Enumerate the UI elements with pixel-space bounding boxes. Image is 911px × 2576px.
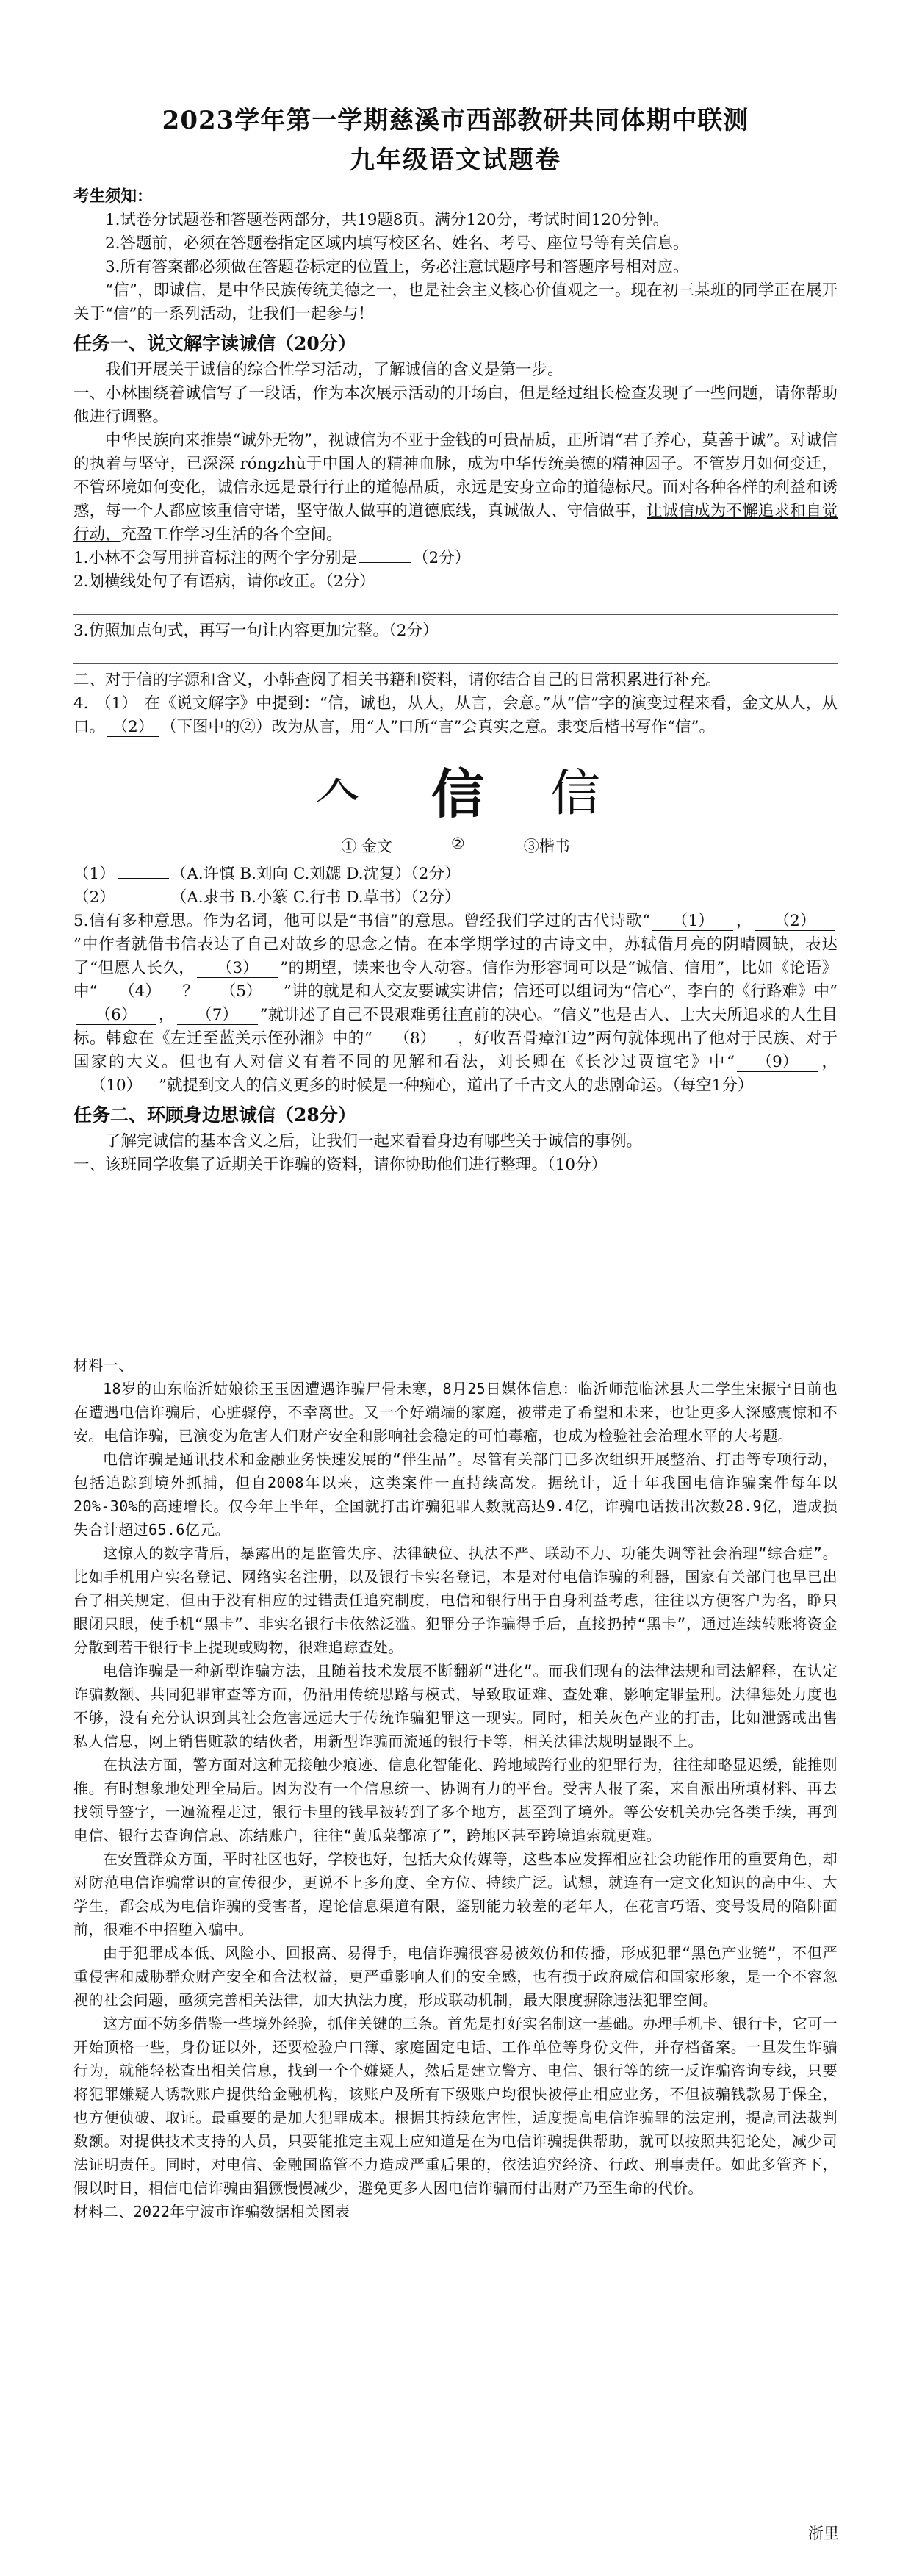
glyph-label: ① 金文 (341, 838, 392, 855)
answer-blank (359, 562, 411, 563)
answer-blank: （3） (197, 960, 278, 978)
bronze-script-glyph: 𠆢 (314, 763, 361, 826)
answer-line (73, 646, 838, 664)
q5-text: ”就讲述了自己不畏艰难勇往直前的决心。“信义”也是古人、士大夫所追求的人生目标。韩愈在《左迁至蓝关示侄孙湘》中的“ (73, 1006, 838, 1048)
material-paragraph: 这惊人的数字背后，暴露出的是监管失序、法律缺位、执法不严、联动不力、功能失调等社会治理“综合症”。比如手机用户实名登记、网络实名注册，以及银行卡实名登记，本是对付电信诈骗的利器，国家有关部门也早已出台了相关规定，但由于没有相应的过错责任追究制度，电信和银行出于自身利益考虑，往往以方便客户为名，睁只眼闭只眼，使手机“黑卡”、非实名银行卡依然泛滥。犯罪分子诈骗得手后，直接扔掉“黑卡”，通过连续转账将资金分散到若干银行卡上提现或购物，很难追踪查处。 (73, 1544, 838, 1656)
material-paragraph: 电信诈骗是通讯技术和金融业务快速发展的“伴生品”。尽管有关部门已多次组织开展整治、打击等专项行动，包括追踪到境外抓捕，但自2008年以来，这类案件一直持续高发。据统计，近十年我国电信诈骗案件每年以20%-30%的高速增长。仅今年上半年，全国就打击诈骗犯罪人数就高达9.4亿，诈骗电话拨出次数28.9亿，造成损失合计超过65.6亿元。 (73, 1450, 838, 1539)
intro-paragraph: “信”，即诚信，是中华民族传统美德之一，也是社会主义核心价值观之一。现在初三某班的同学正在展开关于“信”的一系列活动，让我们一起参与！ (73, 281, 838, 323)
question-1-score: （2分） (413, 549, 471, 567)
answer-blank: （6） (76, 1007, 156, 1025)
task1-part1-title: 一、小林围绕着诚信写了一段话，作为本次展示活动的开场白，但是经过组长检查发现了一些问题，请你帮助他进行调整。 (73, 384, 838, 426)
blank-space (73, 1177, 838, 1353)
glyph-labels (73, 835, 838, 857)
material-paragraph: 在执法方面，警方面对这种无接触少痕迹、信息化智能化、跨地域跨行业的犯罪行为，往往却略显迟缓，能推则推。有时想象地处理全局后。因为没有一个信息统一、协调有力的平台。受害人报了案，来自派出所填材料、再去找领导签字，一遍流程走过，银行卡里的钱早被转到了多个地方，甚至到了境外。等公安机关办完各类手续，再到电信、银行去查询信息、冻结账户，往往“黄瓜菜都凉了”，跨地区甚至跨境追索就更难。 (73, 1756, 838, 1844)
material-paragraph: 这方面不妨多借鉴一些境外经验，抓住关键的三条。首先是打好实名制这一基础。办理手机卡、银行卡，它可一开始顶格一些，身份证以外，还要检验户口簿、家庭固定电话、工作单位等身份文件，并存档备案。一旦发生诈骗行为，就能轻松查出相关信息，找到一个个嫌疑人，然后是建立警方、电信、银行等的统一反诈骗咨询专线，只要将犯罪嫌疑人诱款账户提供给金融机构，该账户及所有下级账户均很快被停止相应业务，不但被骗钱款易于保全，也方便侦破、取证。最重要的是加大犯罪成本。根据其持续危害性，适度提高电信诈骗罪的法定刑，提高司法裁判数额。对提供技术支持的人员，只要能推定主观上应知道是在为电信诈骗提供帮助，就可以按照共犯论处，减少司法证明责任。同时，对电信、金融国监管不力造成严重后果的，依法追究经济、行政、刑事责任。如此多管齐下，假以时日，相信电信诈骗由猖獗慢慢减少，避免更多人因电信诈骗而付出财产乃至生命的代价。 (73, 2015, 838, 2197)
q5-text: ，好收吾骨瘴江边”两句就体现出了他对于民族、对于国家的大义。但也有人对信义有着不同的见解和看法，刘长卿在《长沙过贾谊宅》中“ (73, 1029, 838, 1071)
q4-number: 4. (73, 694, 89, 713)
q4-1-options: （A.许慎 B.刘向 C.刘勰 D.沈复）（2分） (170, 865, 461, 883)
material-paragraph: 18岁的山东临沂姑娘徐玉玉因遭遇诈骗尸骨未寒，8月25日媒体信息：临沂师范临沭县大二学生宋振宁日前也在遭遇电信诈骗后，心脏骤停，不幸离世。又一个好端端的家庭，被带走了希望和未来，也让更多人深感震惊和不安。电信诈骗，已演变为危害人们财产安全和影响社会稳定的可怕毒瘤，也成为检验社会治理水平的大考题。 (73, 1380, 838, 1444)
notice-heading: 考生须知： (73, 187, 153, 206)
q4-2-options: （A.隶书 B.小篆 C.行书 D.草书）（2分） (170, 888, 461, 907)
glyph-label: ② (450, 835, 465, 852)
answer-blank: （1） (652, 913, 733, 931)
material1-title: 材料一、 (73, 1356, 134, 1374)
material-paragraph: 电信诈骗是一种新型诈骗方法，且随着技术发展不断翻新“进化”。而我们现有的法律法规和司法解释，在认定诈骗数额、共同犯罪审查等方面，仍沿用传统思路与模式，导致取证难、查处难，影响定罪量刑。法律惩处力度也不够，没有充分认识到其社会危害远远大于传统诈骗犯罪这一现实。同时，相关灰色产业的打击，比如泄露或出售私人信息，网上销售赃款的结伙者，用新型诈骗而流通的银行卡等，相关法律法规明显跟不上。 (73, 1662, 838, 1750)
answer-blank: （2） (755, 913, 835, 931)
material-paragraph: 由于犯罪成本低、风险小、回报高、易得手，电信诈骗很容易被效仿和传播，形成犯罪“黑色产业链”，不但严重侵害和威胁群众财产安全和合法权益，更严重影响人们的安全感，也有损于政府威信和国家形象，是一个不容忽视的社会问题，亟须完善相关法律，加大执法力度，形成联动机制，最大限度摒除违法犯罪空间。 (73, 1944, 838, 2009)
answer-blank: （4） (100, 983, 181, 1001)
notice-item: 1.试卷分试题卷和答题卷两部分，共19题8页。满分120分，考试时间120分钟。 (105, 211, 669, 229)
page-content (73, 103, 838, 2223)
answer-blank: （1） (91, 695, 143, 713)
character-evolution-figure (73, 761, 838, 827)
question-4 (73, 692, 838, 739)
seal-script-glyph: 信 (431, 763, 484, 825)
answer-blank (118, 878, 169, 879)
page-footer: 浙里 (808, 2525, 839, 2542)
question-5: 5.信有多种意思。作为名词，他可以是“书信”的意思。曾经我们学过的古代诗歌“ （1） ， （2）”中作者就借书信表达了自己对故乡的思念之情。在本学期学过的古诗文中，苏轼借月亮的阴晴圆缺，表达了“但愿人长久， （3） ”的期望，读来也令人动容。信作为形容词可以是“诚信、信用”，比如《论语》中“ （4） ？ （5） ”讲的就是和人交友要诚实讲信；信还可以组词为“信心”，李白的《行路难》中“（6） ， （7） ”就讲述了自己不畏艰难勇往直前的决心。“信义”也是古人、士大夫所追求的人生目标。韩愈在《左迁至蓝关示侄孙湘》中的“ （8） ，好收吾骨瘴江边”两句就体现出了他对于民族、对于国家的大义。但也有人对信义有着不同的见解和看法，刘长卿在《长沙过贾谊宅》中“ （9） ，（10） ”就提到文人的信义更多的时候是一种痴心，道出了千古文人的悲剧命运。（每空1分） (73, 912, 838, 1095)
answer-blank: （2） (107, 719, 159, 737)
question-1-text: 1.小林不会写用拼音标注的两个字分别是 (73, 549, 358, 567)
task2-heading: 任务二、环顾身边思诚信（28分） (73, 1104, 356, 1126)
answer-blank: （8） (375, 1030, 455, 1048)
question-3: 3.仿照加点句式，再写一句让内容更加完整。（2分） (73, 622, 439, 640)
notice-item: 2.答题前，必须在答题卷指定区域内填写校区名、姓名、考号、座位号等有关信息。 (105, 234, 689, 253)
answer-blank: （7） (177, 1007, 258, 1025)
task2-part1-title: 一、该班同学收集了近期关于诈骗的资料，请你协助他们进行整理。（10分） (73, 1156, 608, 1174)
passage-end: 充盈工作学习生活的各个空间。 (120, 525, 342, 544)
q4-1-label: （1） (73, 865, 115, 883)
q5-text: 5.信有多种意思。作为名词，他可以是“书信”的意思。曾经我们学过的古代诗歌“ (73, 912, 651, 930)
regular-script-glyph: 信 (550, 765, 601, 823)
notice-item: 3.所有答案都必须做在答题卷标定的位置上，务必注意试题序号和答题序号相对应。 (105, 258, 689, 276)
material2-title: 材料二、2022年宁波市诈骗数据相关图表 (73, 2203, 350, 2220)
material-paragraph: 在安置群众方面，平时社区也好，学校也好，包括大众传媒等，这些本应发挥相应社会功能作用的重要角色，却对防范电信诈骗常识的宣传很少，更说不上多角度、全方位、持续广泛。试想，就连有一定文化知识的高中生、大学生，都会成为电信诈骗的受害者，遑论信息渠道有限，鉴别能力较差的老年人，在花言巧语、变号设局的陷阱面前，很难不中招堕入骗中。 (73, 1850, 838, 1938)
answer-blank: （9） (737, 1054, 818, 1072)
task1-passage (73, 429, 838, 547)
answer-line (73, 597, 838, 615)
task1-lead: 我们开展关于诚信的综合性学习活动，了解诚信的含义是第一步。 (105, 361, 563, 379)
passage-underlined-sentence: 让诚信成为不懈追求和自觉行动， (73, 502, 838, 544)
exam-subtitle: 九年级语文试题卷 (350, 145, 561, 175)
task1-part2-title: 二、对于信的字源和含义，小韩查阅了相关书籍和资料，请你结合自己的日常积累进行补充。 (73, 671, 721, 689)
exam-title: 2023学年第一学期慈溪市西部教研共同体期中联测 (162, 106, 749, 135)
q5-text: ”就提到文人的信义更多的时候是一种痴心，道出了千古文人的悲剧命运。（每空1分） (159, 1076, 754, 1095)
answer-blank: （10） (76, 1077, 156, 1095)
q4-2-label: （2） (73, 888, 115, 907)
q4-text: 在《说文解字》中提到：“信，诚也，从人，从言，会意。”从“信”字的演变过程来看，金文从人，从口。 (73, 694, 838, 736)
question-1 (73, 547, 838, 570)
glyph-label: ③楷书 (523, 838, 570, 855)
notice-block (73, 185, 838, 279)
question-4-2 (73, 886, 838, 910)
task2-lead: 了解完诚信的基本含义之后，让我们一起来看看身边有哪些关于诚信的事例。 (105, 1132, 643, 1151)
q5-text: ”中作者就借书信表达了自己对故乡的思念之情。在本学期学过的古诗文中，苏轼借月亮的阴晴圆缺，表达了“但愿人长久， (73, 935, 838, 977)
passage-text: 中华民族向来推崇“诚外无物”，视诚信为不亚于金钱的可贵品质，正所谓“君子养心，莫善于诚”。对诚信的执着与坚守，已深深 róngzhù于中国人的精神血脉，成为中华传统美德的精神因子。不管岁月如何变迁，不管环境如何变化，诚信永远是景行行止的道德品质，永远是安身立命的道德标尺。面对各种各样的利益和诱惑，每一个人都应该重信守诺，坚守做人做事的道德底线，真诚做人、守信做事， (73, 431, 838, 520)
q4-text-end: （下图中的②）改为从言，用“人”口所“言”会真实之意。隶变后楷书写作“信”。 (161, 718, 715, 736)
question-2: 2.划横线处句子有语病，请你改正。（2分） (73, 572, 375, 591)
q5-text: ”讲的就是和人交友要诚实讲信；信还可以组词为“信心”，李白的《行路难》中“ (284, 982, 838, 1001)
q5-text: ”的期望，读来也令人动容。信作为形容词可以是“诚信、信用”，比如《论语》中“ (73, 959, 838, 1001)
question-4-1 (73, 863, 838, 886)
task1-heading: 任务一、说文解字读诚信（20分） (73, 333, 356, 354)
answer-blank: （5） (201, 983, 281, 1001)
